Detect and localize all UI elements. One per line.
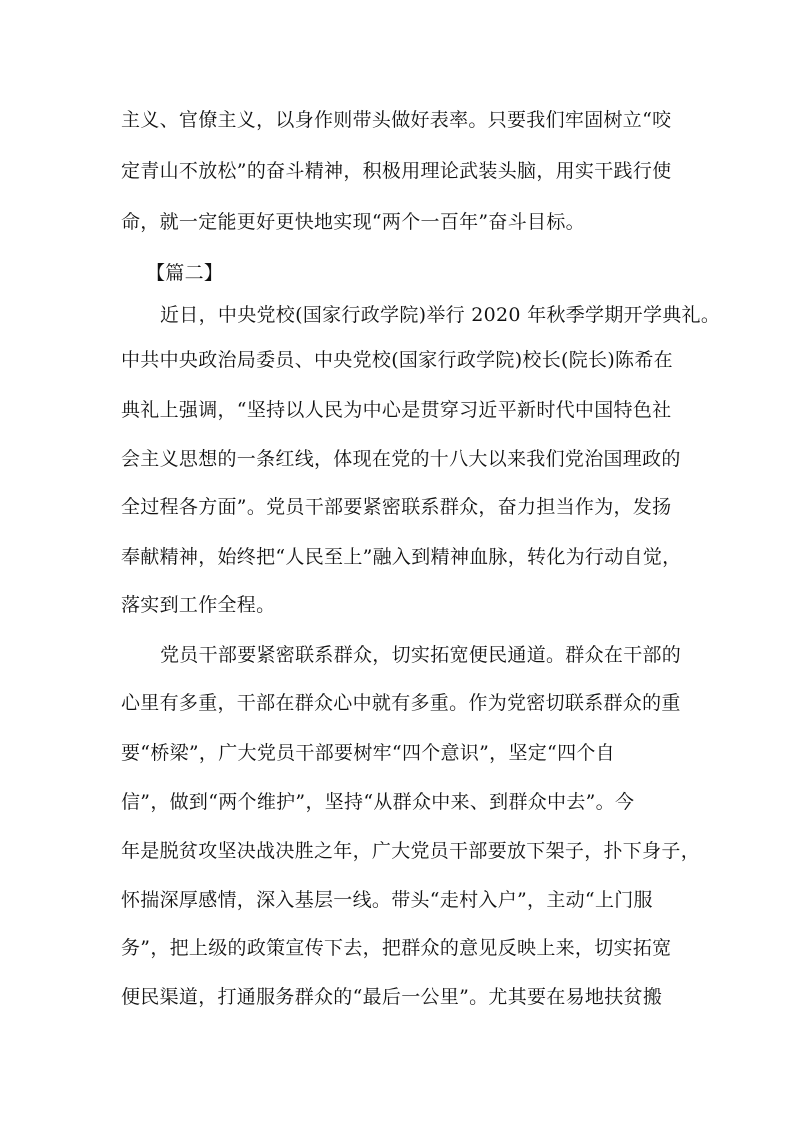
- paragraph-line: 信”，做到“两个维护”，坚持“从群众中来、到群众中去”。今: [121, 791, 635, 813]
- paragraph-line: 近日，中央党校(国家行政学院)举行 2020 年秋季学期开学典礼。: [160, 304, 721, 326]
- paragraph-line: 务”，把上级的政策宣传下去，把群众的意见反映上来，切实拓宽: [121, 937, 672, 959]
- paragraph-line: 要“桥梁”，广大党员干部要树牢“四个意识”，坚定“四个自: [121, 742, 615, 764]
- paragraph-line: 心里有多重，干部在群众心中就有多重。作为党密切联系群众的重: [121, 692, 681, 714]
- paragraph-line: 命，就一定能更好更快地实现“两个一百年”奋斗目标。: [121, 211, 585, 233]
- paragraph-line: 落实到工作全程。: [121, 594, 276, 616]
- paragraph-line: 典礼上强调，“坚持以人民为中心是贯穿习近平新时代中国特色社: [121, 399, 672, 421]
- paragraph-line: 便民渠道，打通服务群众的“最后一公里”。尤其要在易地扶贫搬: [121, 986, 663, 1008]
- section-heading: 【篇二】: [146, 262, 224, 284]
- paragraph-line: 定青山不放松”的奋斗精神，积极用理论武装头脑，用实干践行使: [121, 160, 672, 182]
- paragraph-line: 会主义思想的一条红线，体现在党的十八大以来我们党治国理政的: [121, 448, 681, 470]
- paragraph-line: 全过程各方面”。党员干部要紧密联系群众，奋力担当作为，发扬: [121, 496, 672, 518]
- paragraph-line: 主义、官僚主义，以身作则带头做好表率。只要我们牢固树立“咬: [121, 109, 672, 131]
- paragraph-line: 怀揣深厚感情，深入基层一线。带头“走村入户”，主动“上门服: [121, 889, 653, 911]
- paragraph-line: 奉献精神，始终把“人民至上”融入到精神血脉，转化为行动自觉，: [121, 546, 682, 568]
- paragraph-line: 中共中央政治局委员、中央党校(国家行政学院)校长(院长)陈希在: [121, 349, 673, 371]
- paragraph-line: 党员干部要紧密联系群众，切实拓宽便民通道。群众在干部的: [160, 644, 682, 666]
- paragraph-line: 年是脱贫攻坚决战决胜之年，广大党员干部要放下架子，扑下身子，: [121, 840, 701, 862]
